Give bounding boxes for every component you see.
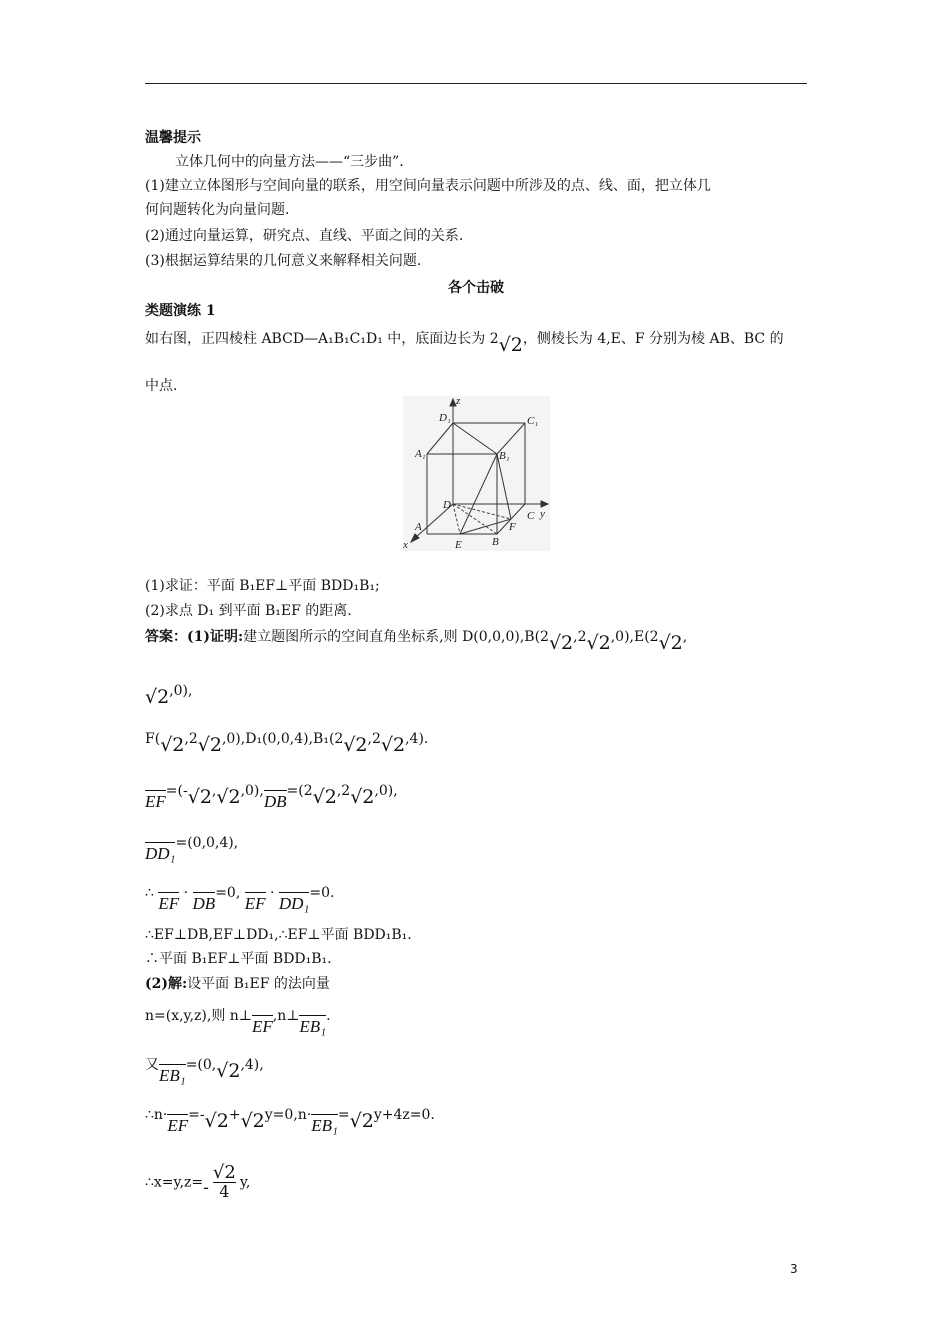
header-rule: [145, 83, 807, 84]
exercise-line1-a: 如右图，正四棱柱 ABCD—A₁B₁C₁D₁ 中，底面边长为 2: [145, 331, 499, 347]
tip-step1b: 何问题转化为向量问题.: [145, 202, 290, 218]
answer-a13-b: y,: [239, 1174, 251, 1191]
answer-line2: [145, 680, 193, 708]
answer-line12: [145, 1102, 435, 1135]
label-B: B: [492, 536, 499, 548]
answer-a12-c: +: [228, 1107, 241, 1123]
answer-line13: [145, 1164, 250, 1201]
part2-label: (2)解:: [145, 976, 188, 992]
sqrt-two: √2: [343, 734, 368, 756]
answer-a12-d: y=0,n·: [264, 1107, 312, 1123]
proof-intro: (1)证明:: [187, 629, 244, 645]
sqrt-two: √2: [216, 1060, 241, 1082]
label-B1: B₁: [499, 450, 510, 462]
answer-a10-b: ,n⊥: [272, 1008, 300, 1024]
label-A: A: [415, 521, 422, 533]
answer-line1: [145, 626, 688, 654]
vector-EB1: EB₁: [299, 1017, 327, 1036]
label-C: C: [527, 510, 535, 522]
answer-a1: 建立题图所示的空间直角坐标系,则 D(0,0,0),B(2: [243, 629, 549, 645]
fraction: [213, 1164, 236, 1201]
vector-EF: EF: [167, 1116, 189, 1135]
answer-a6-a: =0,: [215, 885, 241, 901]
dot-symbol: ·: [269, 885, 275, 901]
vector-EB1: EB₁: [311, 1116, 338, 1135]
exercise-line1: [145, 328, 784, 356]
answer-line10: [145, 1003, 331, 1036]
answer-a2: ,0),: [169, 683, 193, 699]
vector-EB1: EB₁: [159, 1066, 186, 1085]
answer-line8: ∴平面 B₁EF⊥平面 BDD₁B₁.: [145, 951, 332, 967]
tip-heading: 温馨提示: [145, 130, 201, 146]
label-z: z: [456, 396, 461, 407]
answer-line3: [145, 728, 429, 756]
answer-a12-e: =: [337, 1107, 350, 1123]
answer-line6: [145, 880, 335, 913]
dot-symbol: ·: [183, 885, 189, 901]
sqrt-two: √2: [197, 734, 222, 756]
question-2: (2)求点 D₁ 到平面 B₁EF 的距离.: [145, 603, 352, 619]
exercise-line1-b: ，侧棱长为 4,E、F 分别为棱 AB、BC 的: [522, 331, 784, 347]
answer-a9: 设平面 B₁EF 的法向量: [187, 976, 330, 992]
sqrt-two: √2: [350, 786, 375, 808]
answer-line5: [145, 830, 239, 863]
section-title: 各个击破: [448, 280, 504, 296]
minus-sign: -: [203, 1177, 209, 1198]
exercise-line2: 中点.: [145, 378, 178, 394]
tip-step3: (3)根据运算结果的几何意义来解释相关问题.: [145, 253, 422, 269]
vector-DB: DB: [263, 792, 287, 811]
vector-EF: EF: [244, 894, 266, 913]
vector-DD1: DD₁: [278, 894, 310, 913]
sqrt-two: √2: [658, 632, 683, 654]
answer-line4: [145, 778, 398, 811]
answer-a4-a: =(-: [165, 783, 188, 799]
answer-a1-sep: ,2: [573, 629, 587, 645]
sqrt-two: √2: [145, 686, 170, 708]
sqrt-two: √2: [204, 1110, 229, 1132]
answer-a11-b: =(0,: [185, 1057, 217, 1073]
fraction-numerator: √2: [212, 1162, 236, 1183]
answer-a3-a: F(: [145, 731, 161, 747]
vector-EF: EF: [145, 792, 166, 811]
answer-a3-b: ,2: [184, 731, 198, 747]
sqrt-two: √2: [380, 734, 406, 756]
answer-a1-c: ,: [682, 629, 688, 645]
label-D1: D₁: [439, 412, 451, 424]
sqrt-two: √2: [498, 334, 523, 356]
answer-a11-a: 又: [145, 1057, 159, 1073]
tip-step2: (2)通过向量运算，研究点、直线、平面之间的关系.: [145, 228, 464, 244]
answer-a5: =(0,0,4),: [175, 835, 239, 851]
answer-label: 答案：: [145, 629, 187, 645]
fraction-denominator: 4: [213, 1182, 236, 1201]
tip-step1a: (1)建立立体图形与空间向量的联系，用空间向量表示问题中所涉及的点、线、面，把立体几: [145, 178, 711, 194]
label-A1: A₁: [415, 448, 426, 460]
therefore-symbol: ∴: [145, 885, 154, 901]
answer-line7: ∴EF⊥DB,EF⊥DD₁,∴EF⊥平面 BDD₁B₁.: [145, 927, 412, 943]
label-x: x: [403, 539, 408, 551]
answer-a4-b: ,: [211, 783, 217, 799]
answer-line11: [145, 1052, 264, 1085]
answer-a1-b: ,0),E(2: [610, 629, 659, 645]
answer-a6-b: =0.: [309, 885, 335, 901]
sqrt-two: √2: [349, 1110, 374, 1132]
answer-line9: [145, 975, 330, 993]
tip-intro: 立体几何中的向量方法——“三步曲”．: [175, 154, 414, 170]
answer-a12-a: ∴n·: [145, 1107, 168, 1123]
answer-a3-c: ,0),D₁(0,0,4),B₁(2: [221, 731, 344, 747]
answer-a4-d: =(2: [286, 783, 313, 799]
answer-a10-a: n=(x,y,z),则 n⊥: [145, 1008, 252, 1024]
exercise-heading: 类题演练 1: [145, 303, 216, 319]
sqrt-two: √2: [548, 632, 574, 654]
sqrt-two: √2: [312, 786, 337, 808]
answer-a4-c: ,0),: [240, 783, 264, 799]
answer-a12-b: =-: [188, 1107, 205, 1123]
label-D: D: [443, 499, 451, 511]
answer-a3-e: ,4).: [405, 731, 429, 747]
label-E: E: [455, 539, 462, 551]
label-C1: C₁: [527, 415, 539, 427]
answer-a10-c: .: [326, 1008, 331, 1024]
vector-EF: EF: [158, 894, 180, 913]
answer-a12-f: y+4z=0.: [373, 1107, 435, 1123]
sqrt-two: √2: [216, 786, 241, 808]
answer-a13-a: ∴x=y,z=: [145, 1174, 204, 1191]
vector-DB: DB: [192, 894, 216, 913]
answer-a4-f: ,0),: [374, 783, 398, 799]
sqrt-two: √2: [160, 734, 185, 756]
sqrt-two: √2: [187, 786, 212, 808]
label-F: F: [509, 521, 516, 533]
sqrt-two: √2: [586, 632, 611, 654]
answer-a4-e: ,2: [336, 783, 351, 799]
question-1: (1)求证：平面 B₁EF⊥平面 BDD₁B₁;: [145, 578, 380, 594]
vector-DD1: DD₁: [145, 844, 176, 863]
prism-figure: [403, 396, 550, 551]
page-number: 3: [790, 1262, 798, 1276]
answer-a3-d: ,2: [367, 731, 381, 747]
label-y: y: [540, 508, 545, 520]
sqrt-two: √2: [240, 1110, 265, 1132]
vector-EF: EF: [251, 1017, 273, 1036]
answer-a11-c: ,4),: [240, 1057, 264, 1073]
